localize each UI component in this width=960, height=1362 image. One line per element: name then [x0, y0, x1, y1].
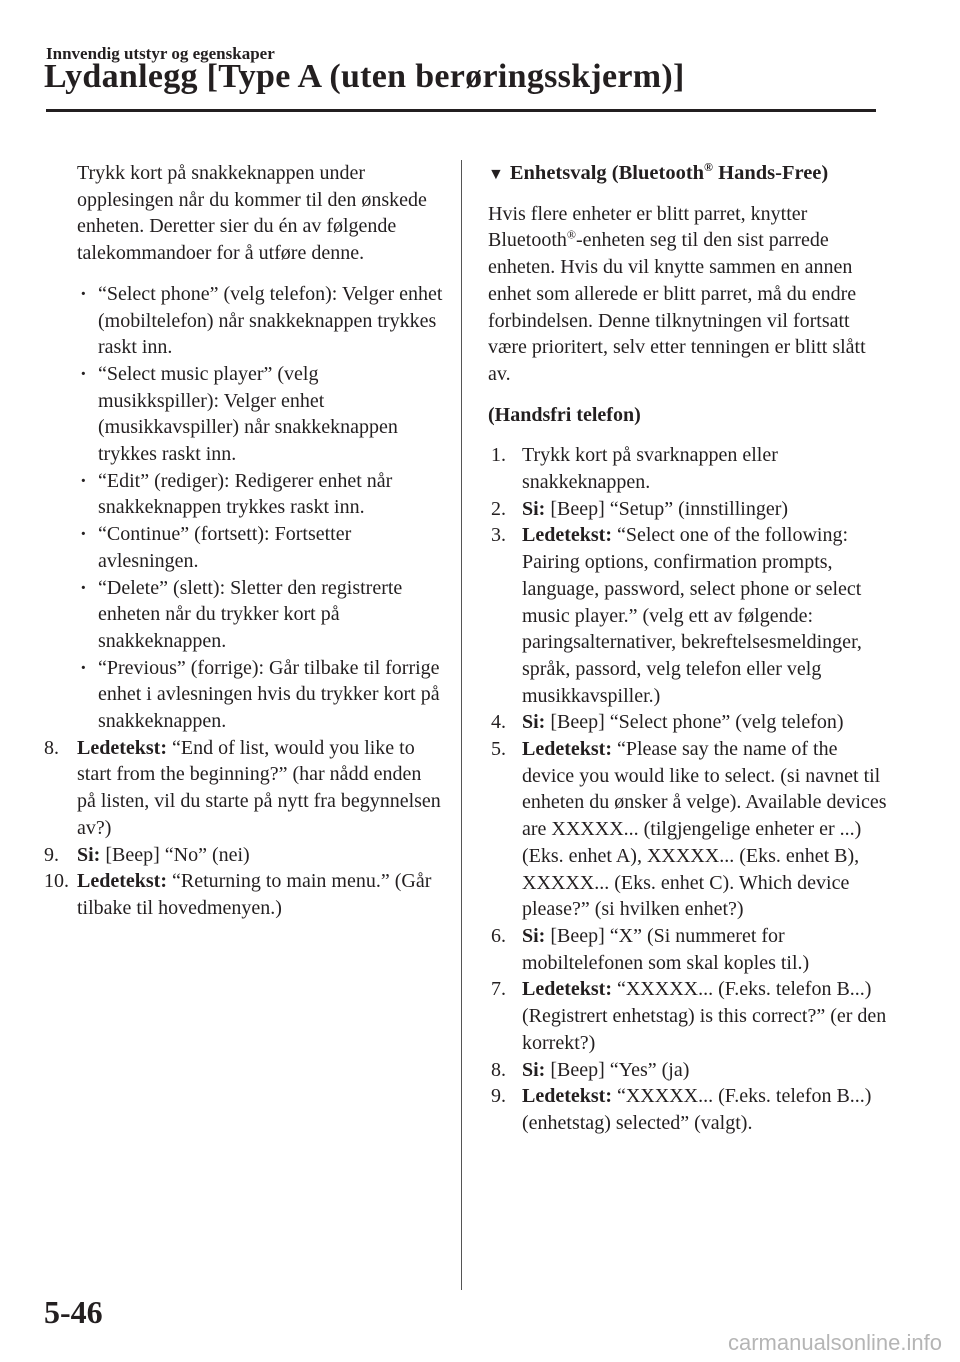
bullet-icon: ·: [80, 362, 87, 385]
watermark: carmanualsonline.info: [727, 1330, 942, 1355]
step-item: 1. Trykk kort på svarknappen eller snakkeknappen.: [491, 444, 778, 494]
step-item: 9. Ledetekst: “XXXXX... (F.eks. telefon B...) (enhetstag) selected” (valgt).: [491, 1085, 872, 1134]
triangle-down-icon: ▼: [488, 166, 504, 183]
left-column: [44, 160, 444, 922]
list-item: · “Select phone” (velg telefon): Velger enhet (mobiltelefon) når snakkeknappen trykkes raskt inn.: [80, 282, 443, 359]
page-number: 5-46: [44, 1294, 103, 1330]
section-label: Innvendig utstyr og egenskaper: [46, 44, 275, 63]
bullet-icon: ·: [80, 469, 87, 492]
list-item: · “Previous” (forrige): Går tilbake til forrige enhet i avlesningen hvis du trykker kort på snakkeknappen.: [80, 656, 440, 733]
list-item: · “Delete” (slett): Sletter den registrerte enheten når du trykker kort på snakkeknappen.: [80, 576, 403, 652]
subsection-heading: (Handsfri telefon): [488, 403, 641, 426]
list-item: · “Edit” (rediger): Redigerer enhet når snakkeknappen trykkes raskt inn.: [80, 469, 393, 519]
bullet-icon: ·: [80, 656, 87, 679]
column-divider: [461, 160, 462, 1290]
step-item: 8. Si: [Beep] “Yes” (ja): [491, 1058, 690, 1081]
step-item: 9. Si: [Beep] “No” (nei): [44, 843, 250, 866]
step-item: 2. Si: [Beep] “Setup” (innstillinger): [491, 497, 789, 520]
page-title: Lydanlegg [Type A (uten berøringsskjerm)]: [44, 58, 685, 95]
heading-rule: [46, 109, 876, 112]
bullet-icon: ·: [80, 282, 87, 305]
intro-paragraph: Trykk kort på snakkeknappen under opplesingen når du kommer til den ønskede enheten. Deretter sier du én av følgende talekommandoer for å utføre denne.: [77, 162, 427, 265]
step-item: 7. Ledetekst: “XXXXX... (F.eks. telefon B...) (Registrert enhetstag) is this correct?” (er den korrekt?): [491, 978, 887, 1054]
step-item: 5. Ledetekst: “Please say the name of the device you would like to select. (si navnet til enheten du ønsker å velge). Available devices are XXXXX... (tilgjengelige enheter er ...) (Eks. enhet A), XXXXX... (Eks. enhet B), XXXXX... (Eks. enhet C). Which device please?” (si hvilken enhet?): [491, 738, 887, 921]
step-item: 4. Si: [Beep] “Select phone” (velg telefon): [491, 711, 844, 734]
step-item: 8. Ledetekst: “End of list, would you like to start from the beginning?” (har nådd enden på listen, vil du starte på nytt fra begynnelsen av?): [44, 736, 441, 839]
bullet-icon: ·: [80, 523, 87, 546]
right-column: [488, 160, 888, 1137]
list-item: · “Continue” (fortsett): Fortsetter avlesningen.: [80, 523, 352, 572]
step-item: 10. Ledetekst: “Returning to main menu.” (Går tilbake til hovedmenyen.): [44, 870, 432, 919]
step-item: 6. Si: [Beep] “X” (Si nummeret for mobiltelefonen som skal koples til.): [491, 924, 810, 974]
intro-paragraph: Hvis flere enheter er blitt parret, knytter Bluetooth®-enheten seg til den sist parrede enheten. Hvis du vil knytte sammen en annen enhet som allerede er blitt parret, må du endre forbindelsen. Denne tilknytningen vil fortsatt være prioritert, selv etter tenningen er blitt slått av.: [488, 202, 866, 385]
list-item: · “Select music player” (velg musikkspiller): Velger enhet (musikkavspiller) når snakkeknappen trykkes raskt inn.: [80, 362, 398, 466]
section-heading: ▼ Enhetsvalg (Bluetooth® Hands-Free): [488, 160, 888, 187]
step-item: 3. Ledetekst: “Select one of the following: Pairing options, confirmation prompts, language, password, select phone or select music player.” (velg ett av følgende: paringsalternativer, bekreftelsesmeldinger, språk, passord, velg telefon eller velg musikkavspiller.): [491, 524, 862, 707]
bullet-icon: ·: [80, 576, 87, 599]
